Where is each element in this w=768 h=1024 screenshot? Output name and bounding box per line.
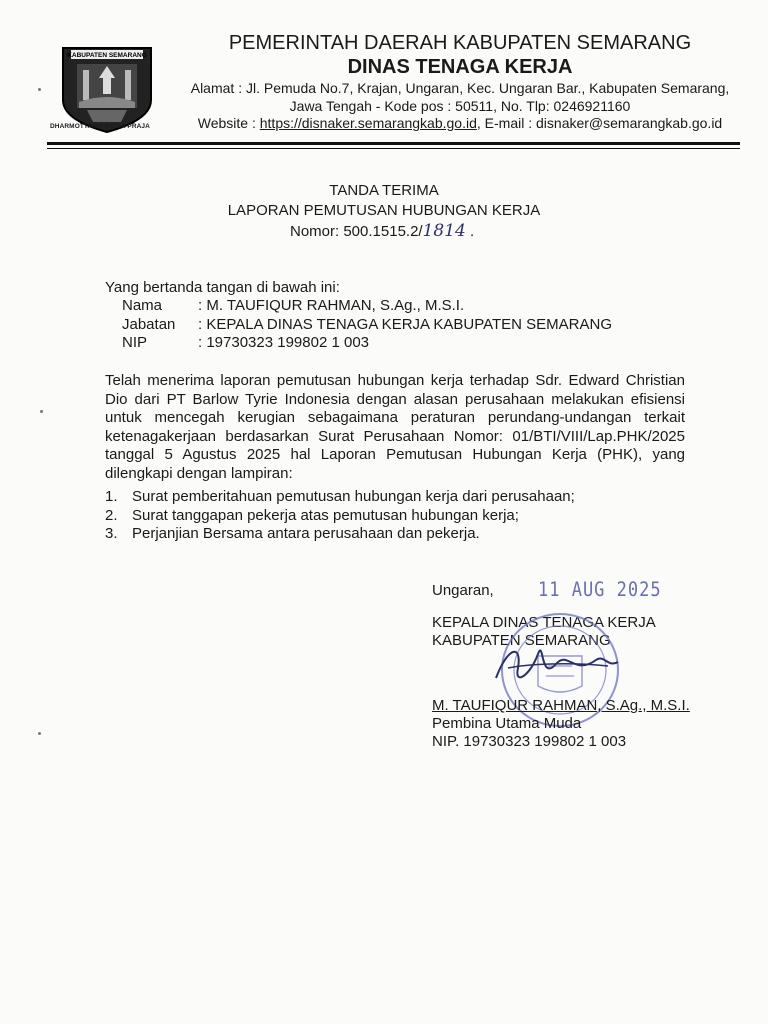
signatory-intro: Yang bertanda tangan di bawah ini: bbox=[105, 279, 340, 296]
signatory-block bbox=[432, 697, 690, 751]
list-item bbox=[105, 488, 575, 507]
signatory-fields bbox=[122, 297, 612, 353]
signature-place: Ungaran, bbox=[432, 582, 494, 599]
attachment-list bbox=[105, 488, 575, 544]
scan-speck bbox=[40, 410, 43, 413]
list-item bbox=[105, 525, 575, 544]
letterhead-address bbox=[160, 80, 760, 133]
document-number: Nomor: 500.1515.2/1814 . bbox=[290, 221, 475, 241]
field-value: : KEPALA DINAS TENAGA KERJA KABUPATEN SEMARANG bbox=[198, 315, 613, 333]
signatory-name: M. TAUFIQUR RAHMAN, S.Ag., M.S.I. bbox=[432, 697, 690, 714]
signatory-nip: NIP. 19730323 199802 1 003 bbox=[432, 733, 627, 750]
field-label: Nama bbox=[122, 297, 163, 314]
field-row-name bbox=[122, 297, 612, 316]
field-value: : 19730323 199802 1 003 bbox=[198, 334, 369, 351]
address-line-2: Jawa Tengah - Kode pos : 50511, No. Tlp: 0246921160 bbox=[289, 97, 631, 114]
number-label: Nomor: 500.1515.2/ bbox=[290, 223, 423, 240]
field-row-position bbox=[122, 316, 612, 335]
scan-speck bbox=[38, 732, 41, 735]
list-item bbox=[105, 507, 575, 526]
handwritten-number: 1814 bbox=[422, 221, 466, 241]
document-subtitle: LAPORAN PEMUTUSAN HUBUNGAN KERJA bbox=[227, 202, 541, 219]
website-label: Website : bbox=[197, 115, 260, 131]
scan-speck bbox=[38, 88, 41, 91]
field-label: Jabatan bbox=[122, 315, 176, 333]
body-paragraph: Telah menerima laporan pemutusan hubungan kerja terhadap Sdr. Edward Christian Dio dari PT Barlow Tyrie Indonesia dengan alasan perusahaan melakukan efisiensi untuk mencegah kerugian sebagaimana peraturan perundang-undangan terkait ketenagakerjaan berdasarkan Surat Perusahaan Nomor: 01/BTI/VIII/Lap.PHK/2025 tanggal 5 Agustus 2025 hal Laporan Pemutusan Hubungan Kerja (PHK), yang dilengkapi dengan lampiran: bbox=[105, 372, 685, 482]
list-text: Perjanjian Bersama antara perusahaan dan pekerja. bbox=[132, 525, 480, 543]
logo-top-text: KABUPATEN SEMARANG bbox=[67, 52, 147, 59]
email-label: , E-mail : bbox=[476, 115, 537, 131]
document-title: TANDA TERIMA bbox=[329, 182, 439, 199]
website-link[interactable]: https://disnaker.semarangkab.go.id bbox=[259, 115, 477, 131]
letterhead-government: PEMERINTAH DAERAH KABUPATEN SEMARANG bbox=[228, 32, 692, 54]
list-text: Surat pemberitahuan pemutusan hubungan kerja dari perusahaan; bbox=[132, 488, 575, 505]
logo-motto: DHARMOTTAMA SATYA PRAJA bbox=[50, 123, 150, 130]
list-number: 1. bbox=[105, 488, 118, 505]
field-value: : M. TAUFIQUR RAHMAN, S.Ag., M.S.I. bbox=[198, 297, 465, 314]
letterhead-rule-thin bbox=[47, 148, 740, 149]
field-row-nip bbox=[122, 334, 612, 353]
position-line-2: KABUPATEN SEMARANG bbox=[432, 632, 611, 649]
email-address[interactable]: disnaker@semarangkab.go.id bbox=[536, 115, 723, 131]
date-stamp: 11 AUG 2025 bbox=[538, 578, 662, 602]
letterhead-rule-thick bbox=[47, 142, 740, 145]
list-text: Surat tanggapan pekerja atas pemutusan hubungan kerja; bbox=[132, 506, 519, 524]
address-line-1: Alamat : Jl. Pemuda No.7, Krajan, Ungaran, Kec. Ungaran Bar., Kabupaten Semarang, bbox=[190, 80, 730, 96]
list-number: 3. bbox=[105, 525, 118, 543]
contact-line bbox=[160, 115, 760, 133]
position-line-1: KEPALA DINAS TENAGA KERJA bbox=[432, 614, 656, 631]
signatory-rank: Pembina Utama Muda bbox=[432, 715, 582, 732]
letterhead-agency: DINAS TENAGA KERJA bbox=[347, 56, 573, 78]
field-label: NIP bbox=[122, 334, 148, 351]
list-number: 2. bbox=[105, 506, 118, 524]
